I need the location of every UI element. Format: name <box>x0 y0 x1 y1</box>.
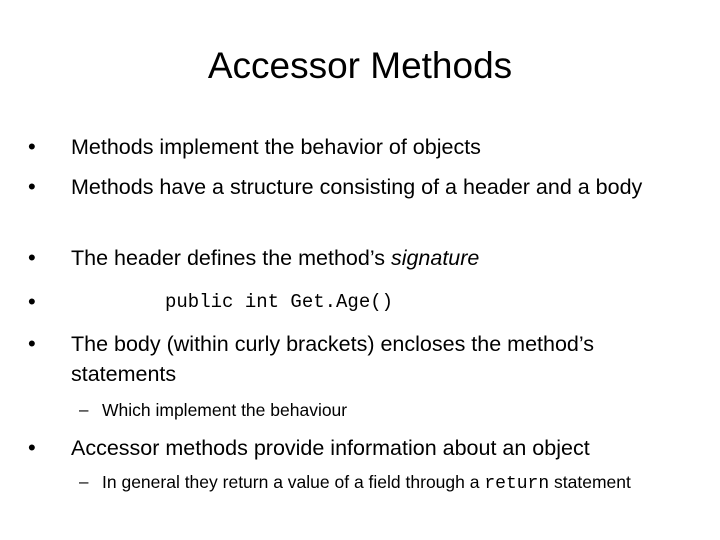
return-keyword-code: return <box>484 474 550 494</box>
bullet-text: Methods have a structure consisting of a header and a body <box>71 175 643 199</box>
bullet-marker: • <box>28 435 36 460</box>
method-signature-code: public int Get.Age() <box>165 291 394 313</box>
bullet-marker: • <box>28 331 36 356</box>
bullet-marker: • <box>28 245 36 270</box>
sub-bullet-text <box>102 469 677 497</box>
bullet-text: Accessor methods provide information about an object <box>71 436 590 460</box>
slide-title: Accessor Methods <box>207 45 513 86</box>
bullet-marker: • <box>28 174 36 199</box>
dash-marker: – <box>79 472 89 491</box>
bullet-marker: • <box>28 289 36 314</box>
sub-bullet-text-plain: statement <box>554 472 631 492</box>
bullet-marker: • <box>28 134 36 159</box>
signature-emphasis: signature <box>390 246 480 270</box>
dash-marker: – <box>79 400 89 419</box>
bullet-text-plain: The header defines the method’s <box>71 246 391 270</box>
sub-bullet-text-plain: In general they return a value of a field through a <box>102 472 485 492</box>
bullet-text: Methods implement the behavior of objects <box>71 135 481 159</box>
sub-bullet-text: Which implement the behaviour <box>102 400 348 420</box>
bullet-text <box>71 243 691 273</box>
bullet-text: The body (within curly brackets) encloses the method’s statements <box>71 332 595 386</box>
